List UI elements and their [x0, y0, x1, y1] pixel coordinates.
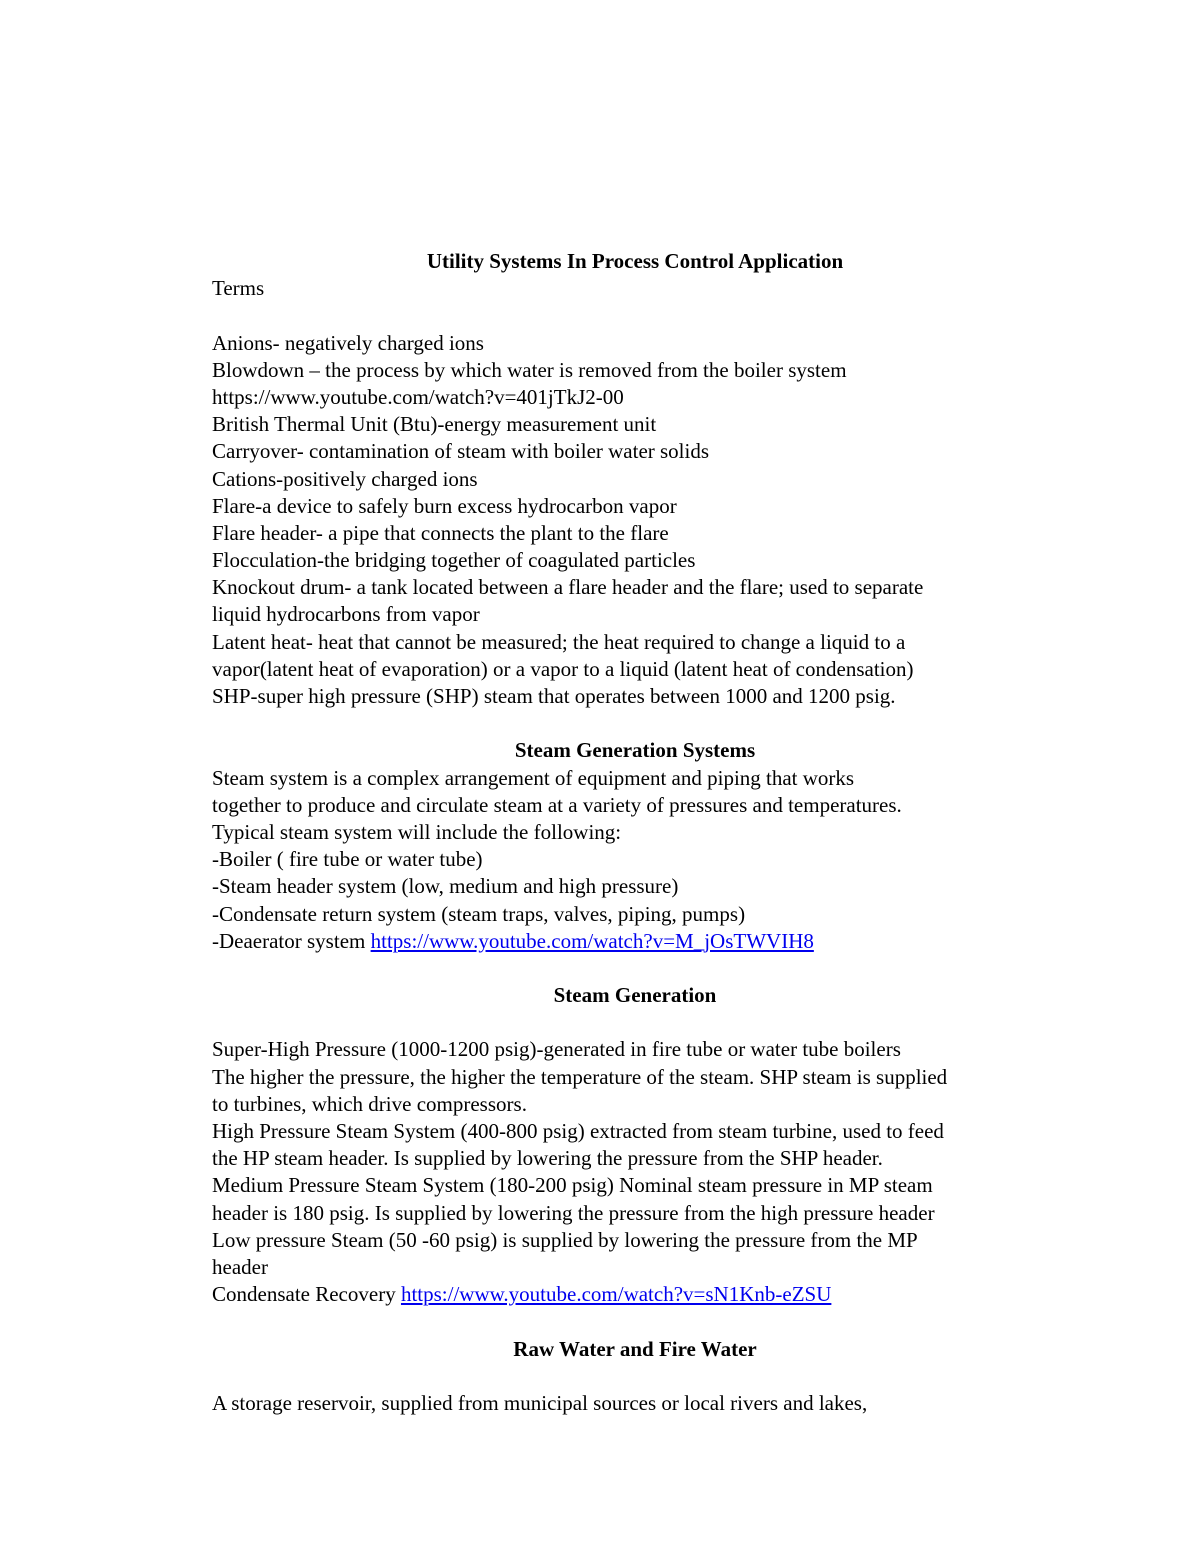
section-heading-steam-generation: Steam Generation [553, 983, 717, 1008]
term-line: Cations-positively charged ions [212, 466, 478, 491]
spacer [212, 1009, 1062, 1036]
document-title: Utility Systems In Process Control Application [426, 249, 844, 273]
paragraph-line: High Pressure Steam System (400-800 psig) extracted from steam turbine, used to feed [212, 1119, 944, 1143]
paragraph-line: together to produce and circulate steam at a variety of pressures and temperatures. [212, 792, 902, 817]
deaerator-label: -Deaerator system [212, 928, 371, 953]
term-line: Flocculation-the bridging together of coagulated particles [212, 548, 696, 573]
deaerator-video-link[interactable]: https://www.youtube.com/watch?v=M_jOsTWVIH8 [370, 928, 814, 953]
term-line: vapor(latent heat of evaporation) or a vapor to a liquid (latent heat of condensation) [212, 656, 914, 681]
paragraph-line: The higher the pressure, the higher the temperature of the steam. SHP steam is supplied [212, 1064, 948, 1089]
paragraph-line: Steam system is a complex arrangement of equipment and piping that works [212, 765, 855, 790]
spacer [212, 955, 1062, 982]
term-line: Latent heat- heat that cannot be measured; the heat required to change a liquid to a [212, 629, 906, 654]
paragraph-line: A storage reservoir, supplied from municipal sources or local rivers and lakes, [212, 1390, 868, 1415]
section-heading-raw-water: Raw Water and Fire Water [513, 1336, 757, 1361]
paragraph-line: Low pressure Steam (50 -60 psig) is supplied by lowering the pressure from the MP [212, 1227, 918, 1252]
term-line: SHP-super high pressure (SHP) steam that operates between 1000 and 1200 psig. [212, 684, 896, 708]
paragraph-line: the HP steam header. Is supplied by lowering the pressure from the SHP header. [212, 1146, 883, 1171]
condensate-recovery-line [212, 1281, 1062, 1308]
spacer [212, 1363, 1062, 1390]
condensate-label: Condensate Recovery [212, 1282, 401, 1307]
paragraph-line: Typical steam system will include the following: [212, 819, 622, 844]
paragraph-line: header [212, 1254, 268, 1279]
spacer [212, 1308, 1062, 1335]
document-body [212, 248, 1062, 1417]
term-line: Carryover- contamination of steam with boiler water solids [212, 439, 710, 464]
spacer [212, 710, 1062, 737]
list-item-deaerator [212, 928, 1062, 955]
term-line: Blowdown – the process by which water is removed from the boiler system [212, 357, 847, 382]
term-line: Flare-a device to safely burn excess hydrocarbon vapor [212, 493, 677, 518]
spacer [212, 302, 1062, 329]
term-line: British Thermal Unit (Btu)-energy measurement unit [212, 412, 657, 437]
terms-label: Terms [212, 276, 265, 301]
paragraph-line: to turbines, which drive compressors. [212, 1091, 527, 1116]
section-heading-steam-generation-systems: Steam Generation Systems [514, 738, 756, 763]
term-line: liquid hydrocarbons from vapor [212, 602, 480, 627]
term-line: Flare header- a pipe that connects the plant to the flare [212, 520, 669, 545]
term-url-line: https://www.youtube.com/watch?v=401jTkJ2-00 [212, 384, 624, 409]
condensate-video-link[interactable]: https://www.youtube.com/watch?v=sN1Knb-eZSU [400, 1282, 832, 1307]
term-line: Anions- negatively charged ions [212, 330, 484, 355]
list-item: -Steam header system (low, medium and high pressure) [212, 874, 679, 899]
list-item: -Boiler ( fire tube or water tube) [212, 847, 483, 872]
list-item: -Condensate return system (steam traps, valves, piping, pumps) [212, 901, 746, 926]
term-line: Knockout drum- a tank located between a flare header and the flare; used to separate [212, 575, 924, 600]
paragraph-line: header is 180 psig. Is supplied by lowering the pressure from the high pressure header [212, 1200, 935, 1225]
paragraph-line: Super-High Pressure (1000-1200 psig)-generated in fire tube or water tube boilers [212, 1037, 901, 1062]
paragraph-line: Medium Pressure Steam System (180-200 psig) Nominal steam pressure in MP steam [212, 1173, 933, 1198]
